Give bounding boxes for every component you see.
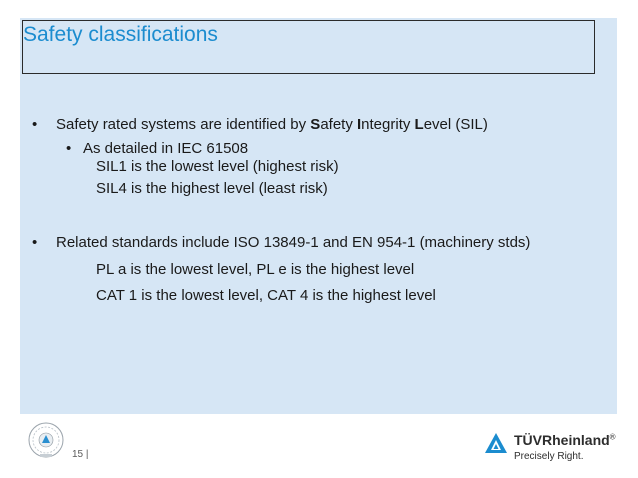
sil4-text: SIL4 is the highest level (least risk): [96, 180, 328, 197]
bullet-2-text: Related standards include ISO 13849-1 and EN 954-1 (machinery stds): [56, 234, 531, 251]
slide-title: Safety classifications: [23, 23, 218, 46]
registered-mark: ®: [609, 432, 616, 442]
bullet-1-pre: Safety rated systems are identified by: [56, 116, 311, 133]
brand-tagline: Precisely Right.: [514, 451, 584, 462]
bullet-1-post: evel (SIL): [423, 116, 488, 133]
tuv-seal-icon: [26, 416, 66, 466]
tuv-triangle-icon: [484, 432, 508, 454]
brand-block: [484, 428, 614, 468]
brand-name: [514, 432, 616, 448]
sub-bullet-marker: •: [66, 140, 72, 157]
title-box: [22, 20, 595, 74]
sil1-text: SIL1 is the lowest level (highest risk): [96, 158, 339, 175]
content-panel: [20, 18, 617, 414]
cat-text: CAT 1 is the lowest level, CAT 4 is the highest level: [96, 287, 436, 304]
pl-text: PL a is the lowest level, PL e is the highest level: [96, 261, 415, 278]
sub-bullet-text: As detailed in IEC 61508: [83, 140, 249, 157]
bullet-1-marker: •: [32, 116, 38, 133]
bullet-1-L: L: [414, 116, 424, 133]
bullet-1-I: I: [357, 116, 362, 133]
page-number: 15 |: [72, 449, 89, 460]
bullet-2-marker: •: [32, 234, 38, 251]
brand-name-text: TÜVRheinland: [514, 432, 610, 448]
bullet-1-ntegrity: ntegrity: [361, 116, 415, 133]
bullet-1-afety: afety: [320, 116, 357, 133]
bullet-1-S: S: [310, 116, 321, 133]
bullet-1-text: [56, 116, 488, 133]
